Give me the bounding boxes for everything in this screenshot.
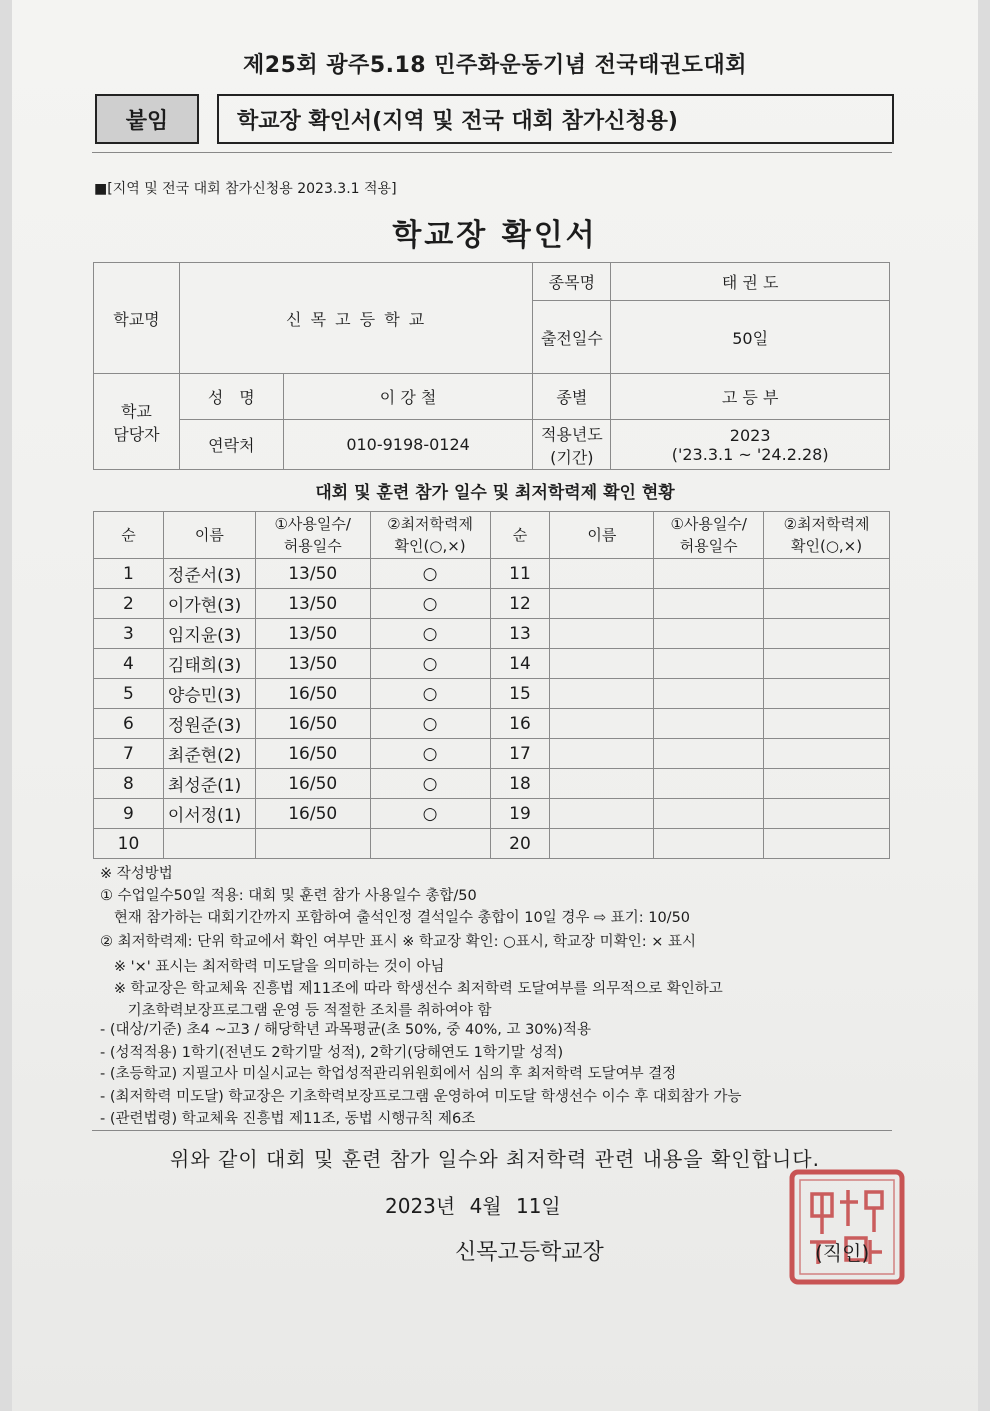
table-row <box>94 829 890 859</box>
table-row <box>94 799 890 829</box>
cell-name: 최준현(2) <box>163 739 255 769</box>
instruction-line: 현재 참가하는 대회기간까지 포함하여 출석인정 결석일수 총합이 10일 경우 ⇨ 표기: 10/50 <box>100 910 691 926</box>
cell-days-right <box>654 619 764 649</box>
name-value: 이 강 철 <box>283 374 533 420</box>
cell-mark: ○ <box>370 559 490 589</box>
divider-bottom <box>92 1130 892 1131</box>
cell-name-right <box>550 829 654 859</box>
form-subtitle: 학교장 확인서(지역 및 전국 대회 참가신청용) <box>217 94 894 144</box>
cell-mark: ○ <box>370 709 490 739</box>
issue-date: 2023년 4월 11일 <box>385 1194 561 1218</box>
year-value-line2: ('23.3.1 ~ '24.2.28) <box>671 444 829 464</box>
cell-mark-right <box>764 559 890 589</box>
table-row <box>94 739 890 769</box>
cell-days: 16/50 <box>255 799 370 829</box>
col-days <box>255 512 370 559</box>
cell-days-right <box>654 559 764 589</box>
event-title: 제25회 광주5.18 민주화운동기념 전국태권도대회 <box>243 53 747 78</box>
col-min-right <box>764 512 890 559</box>
days-label: 출전일수 <box>533 301 611 374</box>
contact-value: 010-9198-0124 <box>283 420 533 470</box>
cell-no-right: 12 <box>490 589 550 619</box>
cell-mark: ○ <box>370 799 490 829</box>
event-label: 종목명 <box>533 263 611 301</box>
cell-no-right: 18 <box>490 769 550 799</box>
cell-days-right <box>654 799 764 829</box>
cell-name: 김태희(3) <box>163 649 255 679</box>
cell-days-right <box>654 769 764 799</box>
contact-label: 연락처 <box>179 420 283 470</box>
cell-mark: ○ <box>370 649 490 679</box>
cell-days-right <box>654 709 764 739</box>
participant-table <box>93 511 890 859</box>
cell-name-right <box>550 739 654 769</box>
event-value: 태 권 도 <box>611 263 890 301</box>
table-row <box>94 769 890 799</box>
cell-mark-right <box>764 739 890 769</box>
cell-name-right <box>550 559 654 589</box>
cell-name: 임지윤(3) <box>163 619 255 649</box>
cell-mark-right <box>764 709 890 739</box>
col-min-right-line2: 확인(○,×) <box>790 537 863 555</box>
seal-label: (직인) <box>815 1241 870 1265</box>
cell-no-right: 19 <box>490 799 550 829</box>
col-days-right-line2: 허용일수 <box>679 537 738 555</box>
school-label: 학교명 <box>94 263 180 374</box>
cell-mark: ○ <box>370 619 490 649</box>
cell-name: 이가현(3) <box>163 589 255 619</box>
cell-mark-right <box>764 829 890 859</box>
year-value <box>611 420 890 470</box>
col-no: 순 <box>94 512 164 559</box>
instruction-line: ② 최저학력제: 단위 학교에서 확인 여부만 표시 ※ 학교장 확인: ○표시, 학교장 미확인: × 표시 <box>100 934 696 950</box>
form-note: ■[지역 및 전국 대회 참가신청용 2023.3.1 적용] <box>94 181 397 197</box>
cell-mark: ○ <box>370 739 490 769</box>
year-label <box>533 420 611 470</box>
cell-days-right <box>654 589 764 619</box>
cell-mark-right <box>764 679 890 709</box>
year-label-line2: (기간) <box>550 447 594 467</box>
principal-name: 신목고등학교장 <box>455 1240 604 1265</box>
year-label-line1: 적용년도 <box>540 424 603 444</box>
col-min <box>370 512 490 559</box>
days-value: 50일 <box>611 301 890 374</box>
cell-name: 정원준(3) <box>163 709 255 739</box>
cell-no: 1 <box>94 559 164 589</box>
cell-no: 9 <box>94 799 164 829</box>
cell-no-right: 14 <box>490 649 550 679</box>
col-name: 이름 <box>163 512 255 559</box>
instruction-line: - (최저학력 미도달) 학교장은 기초학력보장프로그램 운영하여 미도달 학생선수 이수 후 대회참가 가능 <box>100 1089 742 1105</box>
manager-label-line2: 담당자 <box>113 424 160 444</box>
table-row <box>94 649 890 679</box>
division-label: 종별 <box>533 374 611 420</box>
year-value-line1: 2023 <box>729 425 771 445</box>
attachment-badge: 붙임 <box>95 94 199 144</box>
cell-name-right <box>550 589 654 619</box>
cell-no-right: 20 <box>490 829 550 859</box>
cell-name: 이서정(1) <box>163 799 255 829</box>
cell-name: 정준서(3) <box>163 559 255 589</box>
cell-mark-right <box>764 619 890 649</box>
manager-label <box>94 374 180 470</box>
cell-days: 16/50 <box>255 739 370 769</box>
cell-mark: ○ <box>370 589 490 619</box>
col-no-right: 순 <box>490 512 550 559</box>
cell-name: 최성준(1) <box>163 769 255 799</box>
cell-mark-right <box>764 799 890 829</box>
cell-name-right <box>550 769 654 799</box>
division-value: 고 등 부 <box>611 374 890 420</box>
table-row <box>94 559 890 589</box>
cell-mark: ○ <box>370 679 490 709</box>
cell-no: 4 <box>94 649 164 679</box>
cell-days: 16/50 <box>255 709 370 739</box>
cell-days-right <box>654 739 764 769</box>
cell-days-right <box>654 829 764 859</box>
divider <box>92 152 892 153</box>
cell-no: 5 <box>94 679 164 709</box>
cell-days: 16/50 <box>255 769 370 799</box>
instruction-line: 기초학력보장프로그램 운영 등 적절한 조치를 취하여야 함 <box>100 1003 492 1019</box>
col-name-right: 이름 <box>550 512 654 559</box>
instruction-line: - (관련법령) 학교체육 진흥법 제11조, 동법 시행규칙 제6조 <box>100 1111 476 1127</box>
instruction-line: ① 수업일수50일 적용: 대회 및 훈련 참가 사용일수 총합/50 <box>100 888 477 904</box>
instruction-line: - (대상/기준) 초4 ~고3 / 해당학년 과목평균(초 50%, 중 40%, 고 30%)적용 <box>100 1022 591 1038</box>
cell-name-right <box>550 649 654 679</box>
cell-no-right: 13 <box>490 619 550 649</box>
col-min-right-line1: ②최저학력제 <box>783 515 870 533</box>
cell-no: 2 <box>94 589 164 619</box>
instruction-line: ※ 학교장은 학교체육 진흥법 제11조에 따라 학생선수 최저학력 도달여부를 의무적으로 확인하고 <box>100 981 723 997</box>
cell-name-right <box>550 709 654 739</box>
manager-label-line1: 학교 <box>120 401 152 421</box>
official-seal-icon <box>788 1168 906 1286</box>
cell-no: 7 <box>94 739 164 769</box>
instruction-line: - (초등학교) 지필고사 미실시교는 학업성적관리위원회에서 심의 후 최저학력 도달여부 결정 <box>100 1066 677 1082</box>
cell-mark: ○ <box>370 769 490 799</box>
cell-no: 6 <box>94 709 164 739</box>
instruction-line: ※ '×' 표시는 최저학력 미도달을 의미하는 것이 아님 <box>100 959 445 975</box>
cell-no-right: 16 <box>490 709 550 739</box>
cell-mark-right <box>764 769 890 799</box>
col-days-line2: 허용일수 <box>283 537 342 555</box>
table-row <box>94 589 890 619</box>
document-title: 학교장 확인서 <box>392 218 598 253</box>
cell-no-right: 11 <box>490 559 550 589</box>
table-row <box>94 619 890 649</box>
cell-no-right: 15 <box>490 679 550 709</box>
cell-days: 13/50 <box>255 589 370 619</box>
cell-no: 10 <box>94 829 164 859</box>
col-min-line2: 확인(○,×) <box>394 537 466 555</box>
cell-name <box>163 829 255 859</box>
cell-mark-right <box>764 589 890 619</box>
cell-days: 13/50 <box>255 559 370 589</box>
cell-mark-right <box>764 649 890 679</box>
col-days-right-line1: ①사용일수/ <box>670 515 747 533</box>
cell-no: 8 <box>94 769 164 799</box>
cell-no: 3 <box>94 619 164 649</box>
cell-name-right <box>550 679 654 709</box>
cell-days-right <box>654 649 764 679</box>
instruction-line: ※ 작성방법 <box>100 866 173 882</box>
section-caption: 대회 및 훈련 참가 일수 및 최저학력제 확인 현황 <box>315 483 675 503</box>
cell-name-right <box>550 799 654 829</box>
cell-no-right: 17 <box>490 739 550 769</box>
cell-days: 13/50 <box>255 649 370 679</box>
col-days-right <box>654 512 764 559</box>
cell-name-right <box>550 619 654 649</box>
cell-days-right <box>654 679 764 709</box>
table-row <box>94 709 890 739</box>
cell-mark <box>370 829 490 859</box>
school-name: 신 목 고 등 학 교 <box>179 263 533 374</box>
col-min-line1: ②최저학력제 <box>387 515 474 533</box>
instruction-line: - (성적적용) 1학기(전년도 2학기말 성적), 2학기(당해연도 1학기말 성적) <box>100 1045 564 1061</box>
cell-days <box>255 829 370 859</box>
col-days-line1: ①사용일수/ <box>274 515 351 533</box>
table-row <box>94 679 890 709</box>
cell-days: 13/50 <box>255 619 370 649</box>
name-label: 성 명 <box>179 374 283 420</box>
confirm-text: 위와 같이 대회 및 훈련 참가 일수와 최저학력 관련 내용을 확인합니다. <box>170 1147 820 1171</box>
cell-name: 양승민(3) <box>163 679 255 709</box>
cell-days: 16/50 <box>255 679 370 709</box>
info-table <box>93 262 890 470</box>
